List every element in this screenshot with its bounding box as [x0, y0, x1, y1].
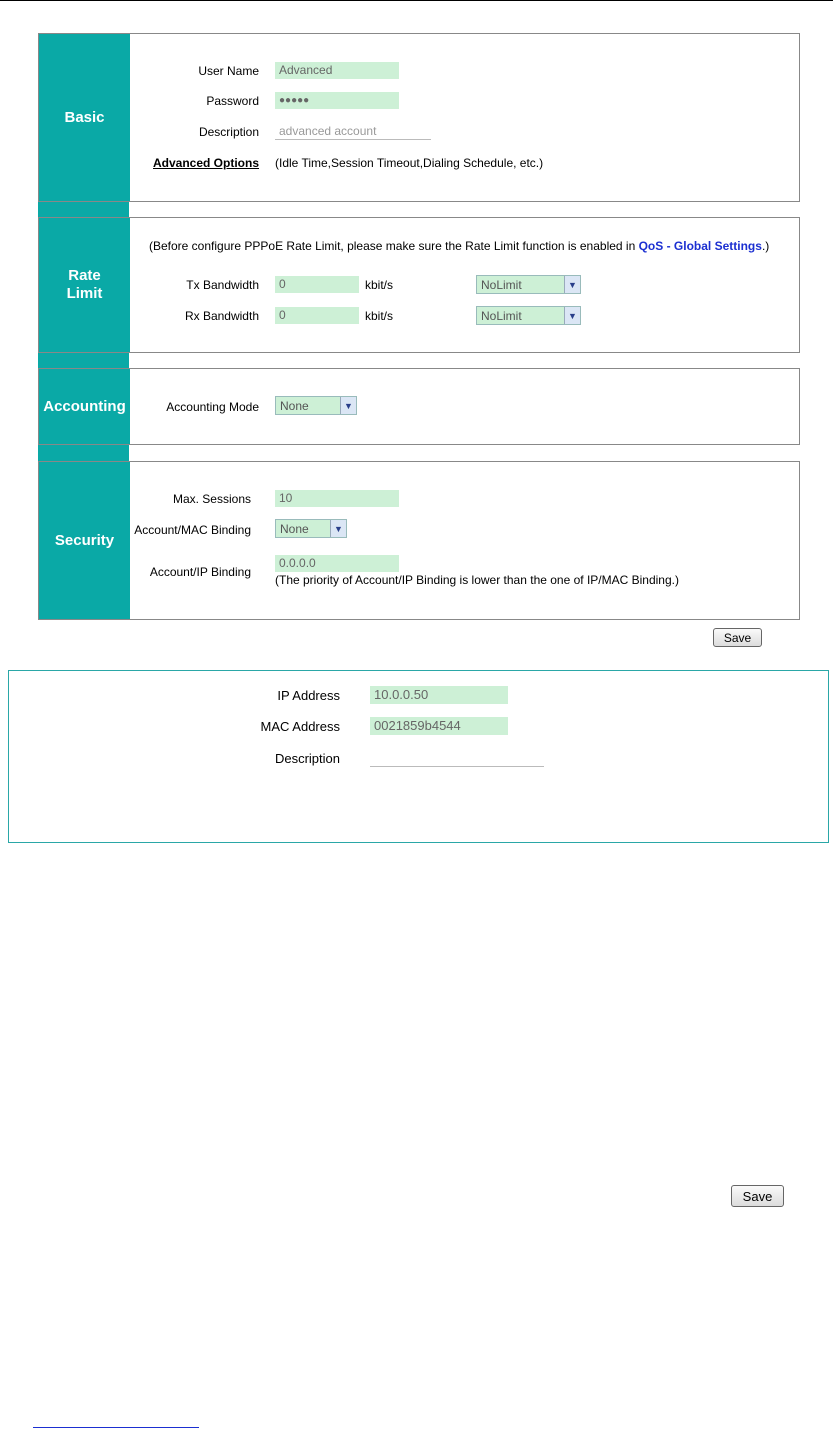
basic-gap-strip — [38, 202, 129, 217]
chevron-down-icon: ▼ — [340, 397, 356, 414]
rate-limit-note — [149, 239, 789, 253]
rx-bandwidth-label: Rx Bandwidth — [184, 309, 259, 323]
rx-bandwidth-input[interactable]: 0 — [275, 307, 359, 324]
description-input[interactable]: advanced account — [275, 123, 431, 140]
tx-bandwidth-unit: kbit/s — [365, 278, 394, 292]
accounting-section — [38, 368, 800, 445]
password-label: Password — [206, 94, 259, 108]
max-sessions-label: Max. Sessions — [172, 492, 251, 506]
rx-limit-select[interactable] — [476, 306, 581, 325]
rate-limit-note-prefix: (Before configure PPPoE Rate Limit, please make sure the Rate Limit function is enabled in — [149, 239, 639, 253]
chevron-down-icon: ▼ — [564, 307, 580, 324]
tx-bandwidth-label: Tx Bandwidth — [186, 278, 259, 292]
ip-address-input[interactable]: 10.0.0.50 — [370, 686, 508, 704]
accounting-gap-strip — [38, 445, 129, 461]
max-sessions-input[interactable]: 10 — [275, 490, 399, 507]
save-button[interactable]: Save — [713, 628, 762, 647]
tx-bandwidth-input[interactable]: 0 — [275, 276, 359, 293]
rate-limit-title-line1: Rate — [68, 267, 101, 284]
security-title: Security — [39, 462, 130, 619]
ip-binding-input[interactable]: 0.0.0.0 — [275, 555, 399, 572]
rate-limit-title — [39, 218, 130, 352]
chevron-down-icon: ▼ — [330, 520, 346, 537]
accounting-title: Accounting — [39, 369, 130, 444]
advanced-options-hint: (Idle Time,Session Timeout,Dialing Schedule, etc.) — [275, 156, 544, 170]
mac-address-label: MAC Address — [260, 719, 340, 734]
ip-binding-label: Account/IP Binding — [149, 565, 251, 579]
user-name-label: User Name — [198, 64, 259, 78]
rx-limit-value: NoLimit — [481, 308, 522, 323]
mac-binding-select[interactable] — [275, 519, 347, 538]
basic-section — [38, 33, 800, 202]
ipmac-description-input[interactable] — [370, 749, 544, 767]
user-name-input[interactable]: Advanced — [275, 62, 399, 79]
password-input[interactable]: ●●●●● — [275, 92, 399, 109]
security-section — [38, 461, 800, 620]
ip-binding-note: (The priority of Account/IP Binding is lower than the one of IP/MAC Binding.) — [275, 573, 679, 587]
accounting-mode-label: Accounting Mode — [166, 400, 259, 414]
tx-limit-select[interactable] — [476, 275, 581, 294]
rate-limit-note-suffix: .) — [761, 239, 770, 253]
basic-title: Basic — [39, 34, 130, 201]
save-button[interactable]: Save — [731, 1185, 784, 1207]
mac-address-input[interactable]: 0021859b4544 — [370, 717, 508, 735]
rx-bandwidth-unit: kbit/s — [365, 309, 394, 323]
top-rule — [0, 0, 833, 1]
accounting-mode-select[interactable] — [275, 396, 357, 415]
ip-address-label: IP Address — [277, 688, 340, 703]
advanced-options-link[interactable]: Advanced Options — [153, 156, 260, 170]
rate-limit-title-line2: Limit — [66, 285, 103, 302]
footnote-rule — [33, 1427, 199, 1428]
accounting-mode-value: None — [280, 398, 309, 413]
ip-mac-binding-box — [8, 670, 829, 843]
rate-gap-strip — [38, 353, 129, 368]
rate-limit-section — [38, 217, 800, 353]
mac-binding-label: Account/MAC Binding — [134, 523, 251, 537]
description-label: Description — [274, 751, 340, 766]
tx-limit-value: NoLimit — [481, 277, 522, 292]
mac-binding-value: None — [280, 521, 309, 536]
chevron-down-icon: ▼ — [564, 276, 580, 293]
qos-global-settings-link[interactable]: QoS - Global Settings — [638, 239, 762, 253]
description-label: Description — [198, 125, 259, 139]
